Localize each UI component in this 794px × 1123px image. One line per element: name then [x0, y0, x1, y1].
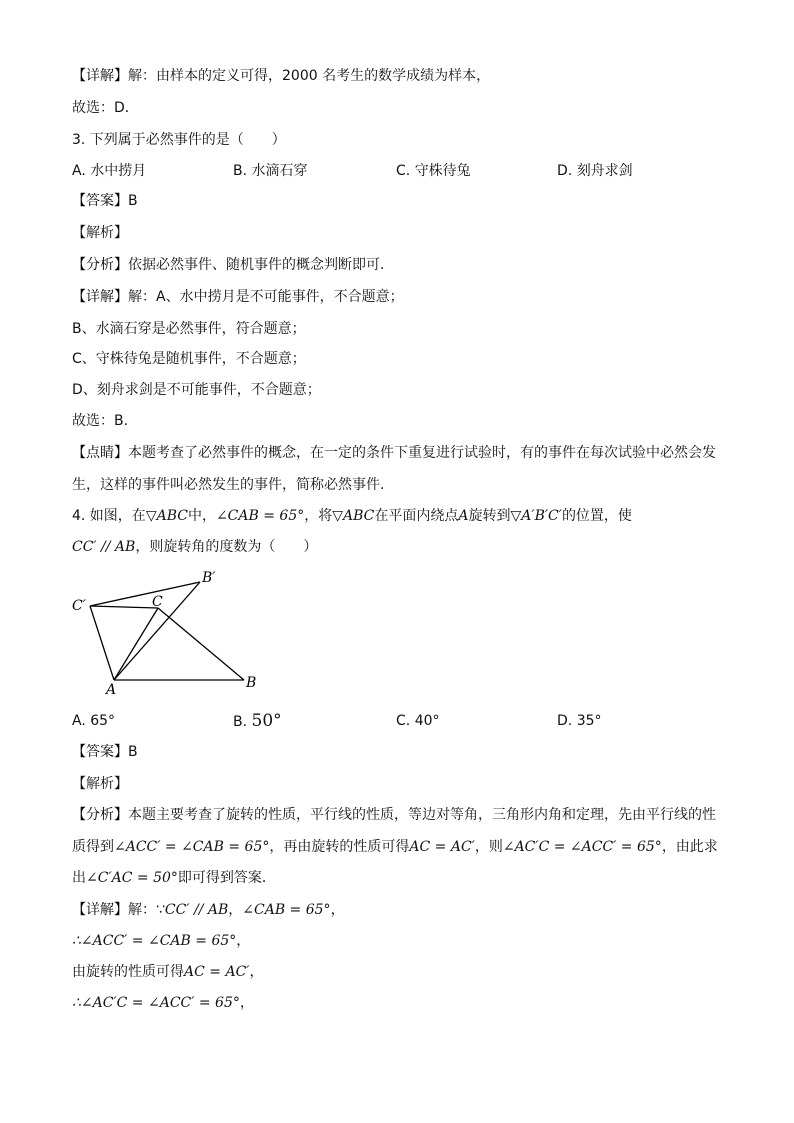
q3-detail-line-5: 故选：B.	[72, 413, 129, 429]
label-b-prime: B′	[202, 570, 216, 586]
fenxi-text: 出	[72, 870, 86, 886]
segment-cb	[158, 608, 244, 680]
option-letter: A.	[72, 713, 86, 729]
q4-detail-line-2	[72, 931, 250, 951]
segment-cc-prime	[90, 606, 158, 608]
q4-detail-line-4	[72, 993, 254, 1013]
fenxi-text: ，由此求	[661, 839, 718, 855]
detail-tag: 【详解】	[72, 68, 128, 84]
math-expr: ∠AC′C = ∠ACC′ = 65°	[502, 839, 662, 855]
label-c: C	[152, 594, 163, 610]
math-expr: ∴∠AC′C = ∠ACC′ = 65°	[72, 995, 240, 1011]
dianjing-tag: 【点睛】	[72, 445, 128, 461]
option-letter: C.	[396, 713, 411, 729]
option-text: 刻舟求剑	[576, 163, 633, 179]
fenxi-text: 质得到	[72, 839, 114, 855]
math-point-a: A	[458, 508, 469, 524]
math-expr: ∠CAB = 65°	[242, 902, 331, 918]
math-angle: ∠CAB = 65°	[215, 508, 305, 524]
label-a: A	[106, 682, 117, 696]
option-text: 50°	[251, 711, 282, 731]
answer-value: B	[128, 744, 138, 760]
q3-option-d	[557, 161, 633, 181]
option-letter: D.	[557, 713, 573, 729]
stem-text: 4. 如图，在	[72, 508, 146, 524]
q3-detail-line-4: D、刻舟求剑是不可能事件，不合题意；	[72, 382, 321, 398]
detail-tag: 【详解】	[72, 289, 128, 305]
segment-c-prime-b-prime	[90, 582, 200, 606]
stem-text: 在平面内绕点	[374, 508, 459, 524]
option-letter: D.	[557, 163, 573, 179]
q2-conclusion: 故选：D．	[72, 100, 139, 116]
q3-option-b	[233, 161, 308, 181]
option-text: 35°	[576, 713, 602, 729]
option-letter: B.	[233, 714, 248, 730]
math-expr: AC = AC′	[184, 964, 250, 980]
rotation-figure	[66, 566, 276, 696]
stem-text: 中，	[187, 508, 216, 524]
q4-option-a	[72, 711, 115, 731]
detail-text: 解：A、水中捞月是不可能事件，不合题意；	[128, 289, 404, 305]
q3-dianjing-line-2: 生，这样的事件叫必然发生的事件，简称必然事件.	[72, 477, 385, 493]
detail-text: ，	[239, 995, 254, 1011]
q3-option-a	[72, 161, 146, 181]
q3-stem: 3. 下列属于必然事件的是（ ）	[72, 132, 286, 148]
fenxi-tag: 【分析】	[72, 257, 128, 273]
q4-analysis-tag: 【解析】	[72, 776, 128, 792]
option-text: 水滴石穿	[251, 163, 308, 179]
q4-option-b	[233, 711, 282, 732]
label-b: B	[246, 675, 257, 691]
q3-option-c	[396, 161, 471, 181]
answer-tag: 【答案】	[72, 193, 128, 209]
detail-text: 解：由样本的定义可得，2000 名考生的数学成绩为样本，	[128, 68, 491, 84]
q4-detail-line-3	[72, 962, 263, 982]
q3-answer	[72, 191, 138, 211]
answer-value: B	[128, 193, 138, 209]
math-expr: ∠C′AC = 50°	[86, 870, 178, 886]
math-expr: ∴∠ACC′ = ∠CAB = 65°	[72, 933, 237, 949]
detail-text: ，	[228, 902, 243, 918]
segment-ac	[114, 608, 158, 680]
fenxi-text: 即可得到答案．	[177, 870, 276, 886]
dianjing-text: 本题考查了必然事件的概念，在一定的条件下重复进行试验时，有的事件在每次试验中必然会发	[128, 445, 716, 461]
math-triangle-prime: ▽A′B′C′	[510, 508, 562, 524]
q4-stem-line-1	[72, 506, 632, 526]
fenxi-text: ，再由旋转的性质可得	[269, 839, 410, 855]
q4-fenxi-line-1	[72, 805, 716, 825]
q3-detail-line-2: B、水滴石穿是必然事件，符合题意；	[72, 321, 306, 337]
stem-text: 的位置，使	[561, 508, 632, 524]
q4-option-d	[557, 711, 602, 731]
detail-text: ，	[330, 902, 345, 918]
option-letter: A.	[72, 163, 86, 179]
fenxi-tag: 【分析】	[72, 807, 128, 823]
option-letter: B.	[233, 163, 248, 179]
math-expr: ∠ACC′ = ∠CAB = 65°	[114, 839, 270, 855]
math-expr: CC′ // AB	[164, 902, 229, 918]
fenxi-text: 本题主要考查了旋转的性质，平行线的性质，等边对等角，三角形内角和定理，先由平行线的性	[128, 807, 716, 823]
option-text: 守株待兔	[414, 163, 471, 179]
answer-tag: 【答案】	[72, 744, 128, 760]
q4-fenxi-line-3	[72, 868, 276, 888]
detail-text: 由旋转的性质可得	[72, 964, 184, 980]
q3-detail-line-3: C、守株待兔是随机事件，不合题意；	[72, 351, 306, 367]
label-c-prime: C′	[72, 598, 86, 614]
detail-text: ，	[249, 964, 264, 980]
stem-text: ，将	[304, 508, 333, 524]
option-text: 65°	[90, 713, 116, 729]
segment-ac-prime	[90, 606, 114, 680]
q3-dianjing-line-1	[72, 443, 716, 463]
option-text: 水中捞月	[90, 163, 147, 179]
fenxi-text: ，则	[474, 839, 503, 855]
q2-detail-line	[72, 66, 490, 86]
stem-text: ，则旋转角的度数为（ ）	[135, 539, 318, 555]
q3-analysis-tag: 【解析】	[72, 225, 128, 241]
detail-text: ，	[236, 933, 251, 949]
math-expr: AC = AC′	[409, 839, 475, 855]
q3-fenxi	[72, 255, 384, 275]
q4-fenxi-line-2	[72, 837, 718, 857]
math-triangle-abc: ▽ABC	[145, 508, 188, 524]
stem-text: 旋转到	[468, 508, 511, 524]
q3-detail-line-1	[72, 287, 404, 307]
q4-detail-line-1	[72, 900, 345, 920]
math-triangle-abc: ▽ABC	[332, 508, 375, 524]
fenxi-text: 依据必然事件、随机事件的概念判断即可.	[128, 257, 385, 273]
option-text: 40°	[414, 713, 440, 729]
q4-option-c	[396, 711, 440, 731]
math-parallel: CC′ // AB	[72, 539, 136, 555]
detail-tag: 【详解】	[72, 902, 128, 918]
detail-text: 解：∵	[128, 902, 165, 918]
q4-stem-line-2	[72, 537, 317, 557]
q4-answer	[72, 742, 138, 762]
option-letter: C.	[396, 163, 411, 179]
